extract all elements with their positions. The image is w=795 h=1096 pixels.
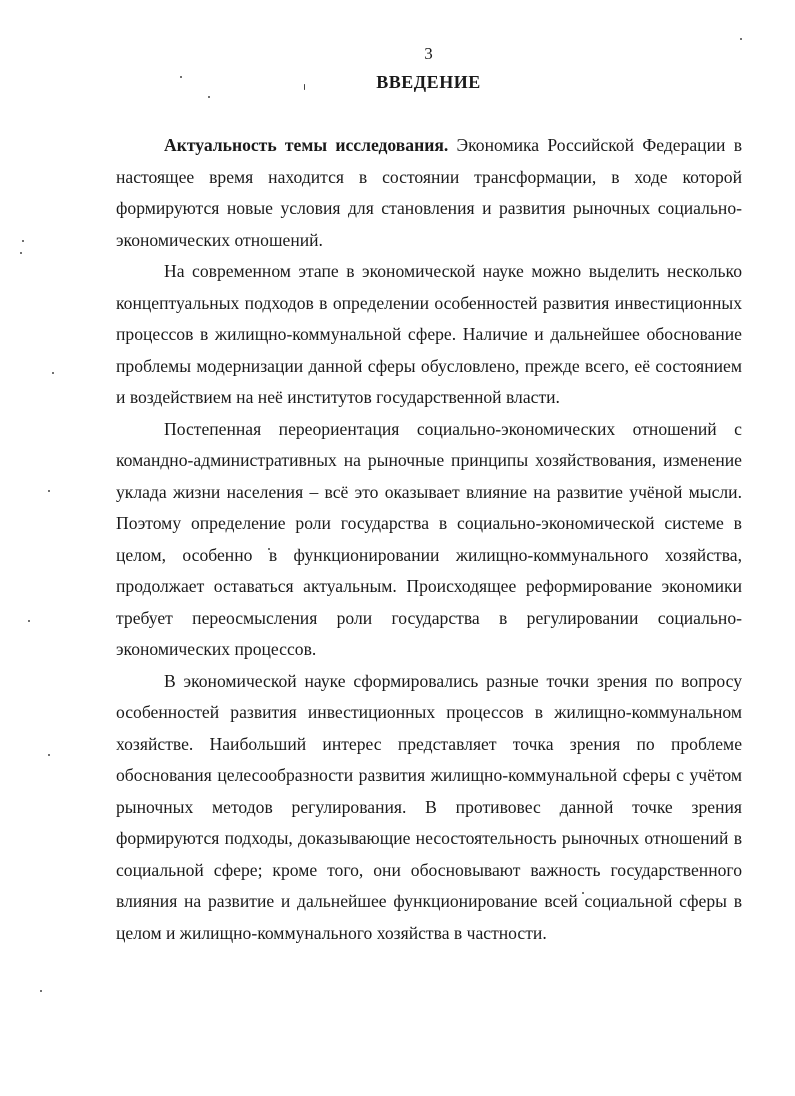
paragraph-reorientation: Постепенная переориентация социально-экономических отношений с командно-административных на рыночные принципы хозяйствования, изменение уклада жизни населения – всё это оказывает влияние на развитие учёной мысли. Поэтому определение роли государства в социально-экономической системе в целом, особенно в функционировании жилищно-коммунального хозяйства, продолжает оставаться актуальным. Происходящее реформирование экономики требует переосмысления роли государства в регулировании социально-экономических процессов. bbox=[116, 418, 742, 659]
scan-speck bbox=[20, 252, 22, 254]
scan-speck bbox=[740, 38, 742, 40]
paragraph-text: Экономика Российской Федерации в настоящее время находится в состоянии трансформации, в ходе которой формируются новые условия для становления и развития рыночных социально-экономических отношений. bbox=[116, 135, 742, 250]
paragraph-approaches: На современном этапе в экономической науке можно выделить несколько концептуальных подходов в определении особенностей развития инвестиционных процессов в жилищно-коммунальной сфере. Наличие и дальнейшее обоснование проблемы модернизации данной сферы обусловлено, прежде всего, её состоянием и воздействием на неё институтов государственной власти. bbox=[116, 261, 742, 407]
section-heading: ВВЕДЕНИЕ bbox=[376, 72, 481, 92]
page-number: 3 bbox=[424, 44, 433, 63]
scan-speck bbox=[208, 96, 210, 98]
scan-speck bbox=[52, 372, 54, 374]
scan-speck bbox=[22, 240, 24, 242]
scan-speck bbox=[48, 754, 50, 756]
paragraph-lead: Актуальность темы исследования. bbox=[164, 135, 449, 155]
body-text bbox=[116, 130, 742, 949]
paragraph-viewpoints: В экономической науке сформировались разные точки зрения по вопросу особенностей развития инвестиционных процессов в жилищно-коммунальном хозяйстве. Наибольший интерес представляет точка зрения по проблеме обоснования целесообразности развития жилищно-коммунальной сферы с учётом рыночных методов регулирования. В противовес данной точке зрения формируются подходы, доказывающие несостоятельность рыночных отношений в социальной сфере; кроме того, они обосновывают важность государственного влияния на развитие и дальнейшее функционирование всей социальной сферы в целом и жилищно-коммунального хозяйства в частности. bbox=[116, 670, 742, 943]
scan-speck bbox=[40, 990, 42, 992]
paragraph-relevance bbox=[116, 130, 742, 256]
scan-speck bbox=[48, 490, 50, 492]
scan-speck bbox=[28, 620, 30, 622]
